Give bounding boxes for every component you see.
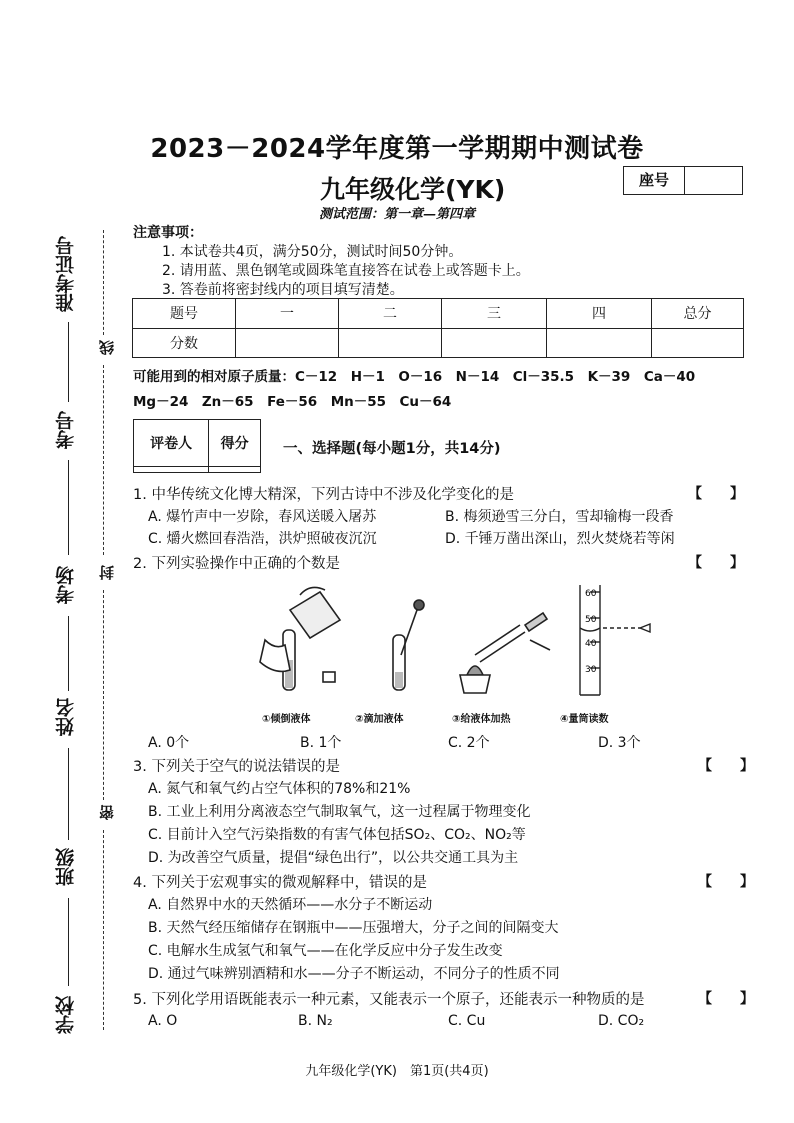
figure-caption: ①倾倒液体 — [262, 714, 311, 725]
sidebar-label-class: 班级 — [55, 848, 77, 886]
answer-bracket[interactable]: 【 】 — [688, 555, 744, 571]
option: A. 氮气和氧气约占空气体积的78%和21% — [148, 781, 411, 797]
score-cell[interactable] — [652, 328, 744, 358]
option: D. 为改善空气质量，提倡“绿色出行”，以公共交通工具为主 — [148, 850, 519, 866]
score-table — [132, 298, 744, 358]
seal-word-seal: 封 — [98, 565, 116, 580]
exam-number-fill-line — [68, 460, 69, 555]
question-stem: 2. 下列实验操作中正确的个数是 — [133, 556, 340, 572]
option: A. O — [148, 1013, 178, 1029]
option: C. 目前计入空气污染指数的有害气体包括SO₂、CO₂、NO₂等 — [148, 827, 526, 843]
answer-bracket[interactable]: 【 】 — [698, 874, 754, 890]
notice-item: 2. 请用蓝、黑色钢笔或圆珠笔直接答在试卷上或答题卡上。 — [162, 263, 530, 279]
notice-item: 1. 本试卷共4页，满分50分，测试时间50分钟。 — [162, 244, 463, 260]
section-title: 一、选择题(每小题1分，共14分) — [283, 441, 501, 457]
option: D. 3个 — [598, 735, 641, 751]
score-cell[interactable] — [236, 328, 339, 358]
sidebar-label-exam-id: 准考证号 — [55, 236, 77, 312]
option: A. 自然界中水的天然循环——水分子不断运动 — [148, 897, 433, 913]
page-footer: 九年级化学(YK) 第1页(共4页) — [305, 1064, 489, 1079]
grader-cell[interactable] — [134, 466, 209, 472]
seat-number-label: 座号 — [624, 167, 685, 194]
option: C. 电解水生成氢气和氧气——在化学反应中分子发生改变 — [148, 943, 503, 959]
lab-operations-figure — [245, 580, 665, 705]
notice-item: 3. 答卷前将密封线内的项目填写清楚。 — [162, 282, 404, 298]
score-table-header: 二 — [339, 299, 442, 329]
figure-caption: ②滴加液体 — [355, 714, 404, 725]
sidebar-label-name: 姓名 — [55, 698, 77, 736]
sidebar-label-exam-room: 考场 — [55, 566, 77, 604]
heating-liquid-illustration — [460, 613, 550, 693]
scale-label: 60 — [585, 589, 597, 599]
option: B. 工业上利用分离液态空气制取氧气，这一过程属于物理变化 — [148, 804, 531, 820]
option: B. N₂ — [298, 1013, 333, 1029]
option: A. 爆竹声中一岁除，春风送暖入屠苏 — [148, 509, 377, 525]
option: B. 天然气经压缩储存在钢瓶中——压强增大，分子之间的间隔变大 — [148, 920, 559, 936]
scale-label: 30 — [585, 665, 597, 675]
seal-word-line: 线 — [98, 340, 116, 355]
score-table-header: 一 — [236, 299, 339, 329]
score-table-header: 总分 — [652, 299, 744, 329]
score-table-header: 三 — [442, 299, 547, 329]
dropping-liquid-illustration — [393, 600, 424, 690]
score-cell[interactable] — [209, 466, 261, 472]
seat-number-box[interactable] — [623, 166, 743, 195]
question-stem: 4. 下列关于宏观事实的微观解释中，错误的是 — [133, 875, 427, 891]
option: A. 0个 — [148, 735, 190, 751]
test-scope: 测试范围：第一章—第四章 — [318, 207, 475, 222]
score-cell[interactable] — [442, 328, 547, 358]
score-label: 得分 — [209, 420, 261, 467]
seal-word-secret: 密 — [98, 805, 116, 820]
exam-id-fill-line — [68, 322, 69, 402]
option: D. 通过气味辨别酒精和水——分子不断运动，不同分子的性质不同 — [148, 966, 560, 982]
question-stem: 3. 下列关于空气的说法错误的是 — [133, 759, 340, 775]
score-row-label: 分数 — [133, 328, 236, 358]
option: D. 千锤万凿出深山，烈火焚烧若等闲 — [445, 531, 675, 547]
seal-line-segment — [103, 830, 104, 1030]
sidebar-label-exam-number: 考号 — [55, 411, 77, 449]
option: B. 梅须逊雪三分白，雪却输梅一段香 — [445, 509, 674, 525]
name-fill-line — [68, 748, 69, 840]
score-cell[interactable] — [547, 328, 652, 358]
pouring-liquid-illustration — [260, 587, 340, 690]
question-stem: 1. 中华传统文化博大精深，下列古诗中不涉及化学变化的是 — [133, 487, 514, 503]
grader-label: 评卷人 — [134, 420, 209, 467]
option: C. 2个 — [448, 735, 490, 751]
seal-line-segment — [103, 230, 104, 335]
option: C. Cu — [448, 1013, 486, 1029]
score-cell[interactable] — [339, 328, 442, 358]
seal-line-segment — [103, 365, 104, 555]
option: D. CO₂ — [598, 1013, 645, 1029]
page-title: 2023－2024学年度第一学期期中测试卷 — [150, 134, 644, 164]
seal-line-segment — [103, 590, 104, 800]
option: C. 爝火燃回春浩浩，洪炉照破夜沉沉 — [148, 531, 377, 547]
score-table-header: 四 — [547, 299, 652, 329]
figure-caption: ③给液体加热 — [452, 714, 511, 725]
seat-number-field[interactable] — [685, 167, 742, 194]
class-fill-line — [68, 898, 69, 986]
notice-title: 注意事项： — [133, 225, 203, 241]
figure-caption: ④量筒读数 — [560, 714, 609, 725]
option: B. 1个 — [300, 735, 342, 751]
atomic-mass-line: 可能用到的相对原子质量：C－12 H－1 O－16 N－14 Cl－35.5 K－39 Ca－40 — [133, 369, 696, 385]
scale-label: 50 — [585, 615, 597, 625]
scale-label: 40 — [585, 639, 597, 649]
score-table-header: 题号 — [133, 299, 236, 329]
answer-bracket[interactable]: 【 】 — [688, 486, 744, 502]
sidebar-label-school: 学校 — [55, 996, 77, 1034]
exam-room-fill-line — [68, 616, 69, 691]
answer-bracket[interactable]: 【 】 — [698, 758, 754, 774]
question-stem: 5. 下列化学用语既能表示一种元素，又能表示一个原子，还能表示一种物质的是 — [133, 992, 645, 1008]
atomic-mass-line: Mg－24 Zn－65 Fe－56 Mn－55 Cu－64 — [133, 394, 452, 410]
answer-bracket[interactable]: 【 】 — [698, 991, 754, 1007]
grader-table — [133, 419, 261, 473]
page-subtitle: 九年级化学(YK) — [320, 175, 506, 204]
